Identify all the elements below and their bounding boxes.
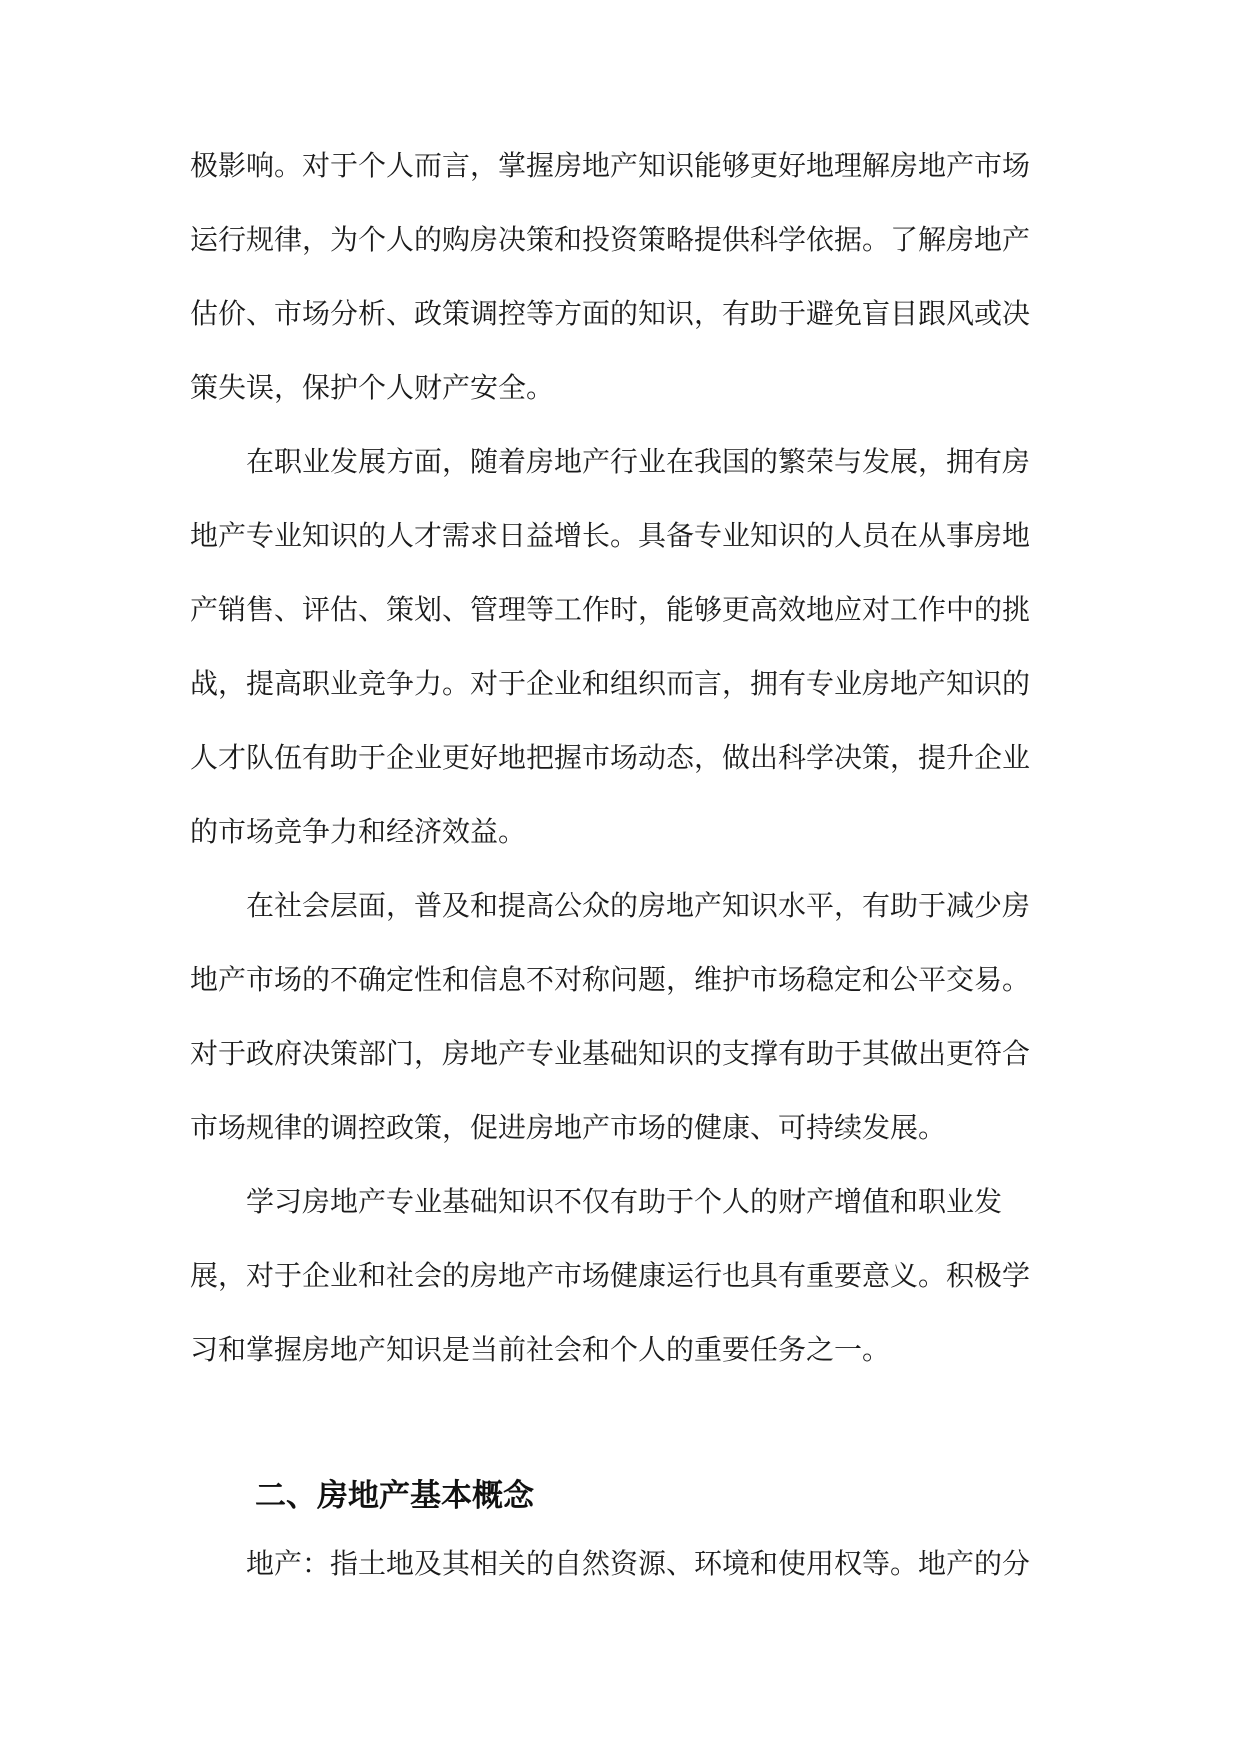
- paragraph-2-line-1: 在职业发展方面，随着房地产行业在我国的繁荣与发展，拥有房: [246, 445, 1031, 478]
- paragraph-3-line-4: 市场规律的调控政策，促进房地产市场的健康、可持续发展。: [190, 1111, 947, 1144]
- paragraph-4-line-1: 学习房地产专业基础知识不仅有助于个人的财产增值和职业发: [246, 1185, 1003, 1218]
- paragraph-1-line-2: 运行规律，为个人的购房决策和投资策略提供科学依据。了解房地产: [190, 223, 1031, 256]
- paragraph-1-line-4: 策失误，保护个人财产安全。: [190, 371, 555, 404]
- paragraph-1-line-1: 极影响。对于个人而言，掌握房地产知识能够更好地理解房地产市场: [190, 149, 1031, 182]
- paragraph-2-line-5: 人才队伍有助于企业更好地把握市场动态，做出科学决策，提升企业: [190, 741, 1031, 774]
- paragraph-2-line-3: 产销售、评估、策划、管理等工作时，能够更高效地应对工作中的挑: [190, 593, 1031, 626]
- paragraph-2-line-4: 战，提高职业竞争力。对于企业和组织而言，拥有专业房地产知识的: [190, 667, 1031, 700]
- paragraph-2-line-2: 地产专业知识的人才需求日益增长。具备专业知识的人员在从事房地: [190, 519, 1031, 552]
- paragraph-3-line-3: 对于政府决策部门，房地产专业基础知识的支撑有助于其做出更符合: [190, 1037, 1031, 1070]
- paragraph-3-line-2: 地产市场的不确定性和信息不对称问题，维护市场稳定和公平交易。: [190, 963, 1031, 996]
- section-heading: 二、房地产基本概念: [255, 1478, 534, 1514]
- paragraph-3-line-1: 在社会层面，普及和提高公众的房地产知识水平，有助于减少房: [246, 889, 1031, 922]
- paragraph-2-line-6: 的市场竞争力和经济效益。: [190, 815, 527, 848]
- paragraph-4-line-3: 习和掌握房地产知识是当前社会和个人的重要任务之一。: [190, 1333, 891, 1366]
- paragraph-5-line-1: 地产：指土地及其相关的自然资源、环境和使用权等。地产的分: [246, 1547, 1031, 1580]
- paragraph-1-line-3: 估价、市场分析、政策调控等方面的知识，有助于避免盲目跟风或决: [190, 297, 1031, 330]
- paragraph-4-line-2: 展，对于企业和社会的房地产市场健康运行也具有重要意义。积极学: [190, 1259, 1031, 1292]
